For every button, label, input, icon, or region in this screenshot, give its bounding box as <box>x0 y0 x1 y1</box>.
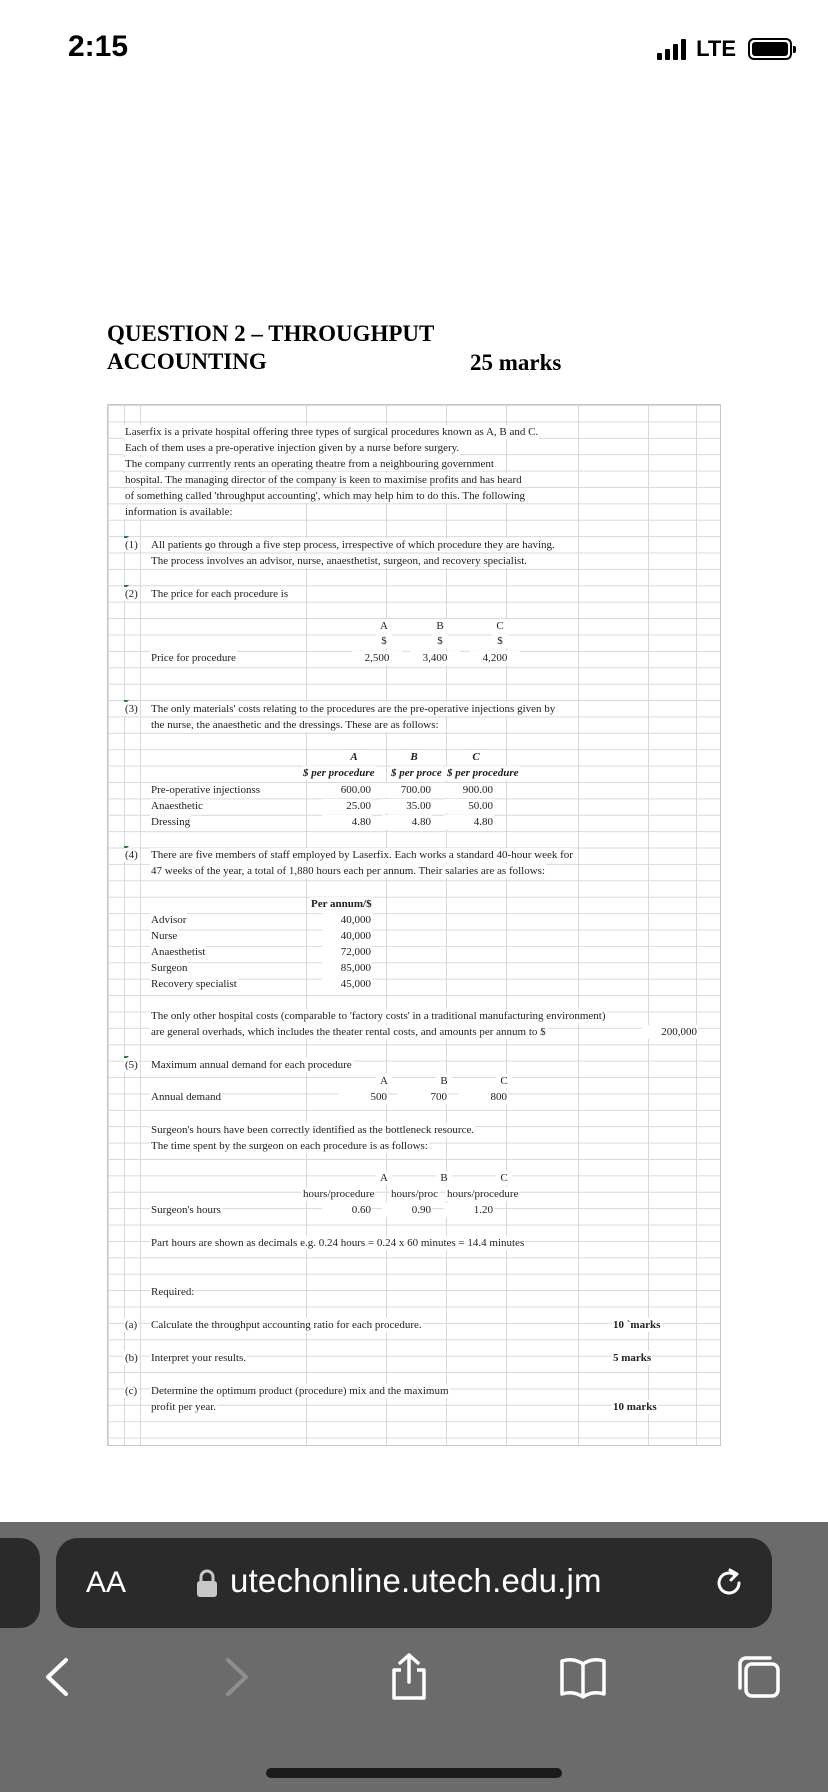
item-number: (2) <box>125 588 138 600</box>
share-icon[interactable] <box>384 1652 434 1702</box>
address-bar[interactable] <box>56 1538 772 1628</box>
item-text: All patients go through a five step process, irrespective of which procedure they are having. <box>151 539 555 551</box>
salary-value: 45,000 <box>322 977 372 991</box>
required-title: Required: <box>151 1286 195 1298</box>
bottleneck-text: The time spent by the surgeon on each procedure is as follows: <box>151 1140 428 1152</box>
row-label: Annual demand <box>151 1091 221 1103</box>
status-time: 2:15 <box>68 30 129 63</box>
intro-line: Laserfix is a private hospital offering three types of surgical procedures known as A, B and C. <box>125 426 539 438</box>
item-number: (5) <box>125 1059 138 1071</box>
demand-value: 800 <box>458 1090 508 1104</box>
item-text: There are five members of staff employed by Laserfix. Each works a standard 40-hour week for <box>151 849 573 861</box>
column-header-a: A <box>376 619 392 633</box>
item-number: (a) <box>125 1319 138 1331</box>
salary-value: 40,000 <box>322 929 372 943</box>
question-title-line2: ACCOUNTING <box>107 349 267 374</box>
salary-value: 40,000 <box>322 913 372 927</box>
cost-value: 900.00 <box>444 783 494 797</box>
item-number: (4) <box>125 849 138 861</box>
unit-header: $ per procedure <box>303 767 375 779</box>
row-label: Nurse <box>151 930 178 942</box>
question-title-line1: QUESTION 2 – THROUGHPUT <box>107 321 435 346</box>
hours-value: 0.90 <box>382 1203 432 1217</box>
currency-label: $ <box>432 634 448 648</box>
column-header-c: C <box>492 619 508 633</box>
cost-value: 4.80 <box>382 815 432 829</box>
total-marks: 25 marks <box>470 350 562 375</box>
battery-icon <box>748 38 792 60</box>
salary-value: 72,000 <box>322 945 372 959</box>
intro-line: Each of them uses a pre-operative injection given by a nurse before surgery. <box>125 442 460 454</box>
column-header-c: C <box>496 1171 512 1185</box>
previous-tab-preview[interactable] <box>0 1538 40 1628</box>
unit-header: $ per procedure <box>447 767 519 779</box>
signal-icon <box>657 38 686 60</box>
row-label: Surgeon's hours <box>151 1204 221 1216</box>
lock-icon <box>196 1568 218 1598</box>
item-text: The only materials' costs relating to the procedures are the pre-operative injections given by <box>151 703 556 715</box>
url-text[interactable]: utechonline.utech.edu.jm <box>230 1562 602 1599</box>
demand-value: 500 <box>338 1090 388 1104</box>
unit-header: hours/procedure <box>303 1188 375 1200</box>
row-label: Anaesthetist <box>151 946 206 958</box>
demand-value: 700 <box>398 1090 448 1104</box>
overhead-value: 200,000 <box>642 1025 698 1039</box>
question-spreadsheet <box>107 404 721 1446</box>
price-value: 2,500 <box>352 651 402 665</box>
row-label: Advisor <box>151 914 187 926</box>
back-icon[interactable] <box>34 1652 84 1702</box>
intro-line: information is available: <box>125 506 233 518</box>
currency-label: $ <box>492 634 508 648</box>
forward-icon[interactable] <box>210 1652 260 1702</box>
item-text: 47 weeks of the year, a total of 1,880 hours each per annum. Their salaries are as follows: <box>151 865 546 877</box>
cost-value: 4.80 <box>444 815 494 829</box>
item-number: (1) <box>125 539 138 551</box>
column-header-c: C <box>496 1074 512 1088</box>
required-text: Calculate the throughput accounting ratio for each procedure. <box>151 1319 422 1331</box>
column-header-a: A <box>346 750 362 764</box>
item-text: Maximum annual demand for each procedure <box>151 1059 352 1071</box>
bookmarks-icon[interactable] <box>558 1652 608 1702</box>
part-marks: 10 marks <box>613 1401 657 1413</box>
column-header-b: B <box>436 1074 452 1088</box>
column-header-c: C <box>468 750 484 764</box>
cost-value: 700.00 <box>382 783 432 797</box>
required-text: Interpret your results. <box>151 1352 246 1364</box>
column-header-b: B <box>406 750 422 764</box>
row-label: Anaesthetic <box>151 800 203 812</box>
item-number: (3) <box>125 703 138 715</box>
part-marks: 5 marks <box>613 1352 652 1364</box>
row-label: Dressing <box>151 816 191 828</box>
row-label: Price for procedure <box>151 652 236 664</box>
reload-icon[interactable] <box>712 1566 746 1600</box>
required-text: Determine the optimum product (procedure) mix and the maximum <box>151 1385 449 1397</box>
column-header-b: B <box>436 1171 452 1185</box>
required-text: profit per year. <box>151 1401 217 1413</box>
home-indicator[interactable] <box>266 1768 562 1778</box>
unit-header: hours/procedure <box>447 1188 519 1200</box>
network-type: LTE <box>696 36 736 61</box>
cost-value: 25.00 <box>322 799 372 813</box>
price-value: 3,400 <box>410 651 460 665</box>
column-header-a: A <box>376 1171 392 1185</box>
overhead-text: are general overhads, which includes the theater rental costs, and amounts per annum to $ <box>151 1026 546 1038</box>
decimal-note: Part hours are shown as decimals e.g. 0.24 hours = 0.24 x 60 minutes = 14.4 minutes <box>151 1237 525 1249</box>
part-marks: 10 `marks <box>613 1319 661 1331</box>
overhead-text: The only other hospital costs (comparable to 'factory costs' in a traditional manufacturing environment) <box>151 1010 606 1022</box>
question-title <box>107 320 434 376</box>
text-size-button[interactable]: AA <box>86 1566 127 1599</box>
salary-value: 85,000 <box>322 961 372 975</box>
item-number: (c) <box>125 1385 138 1397</box>
row-label: Recovery specialist <box>151 978 237 990</box>
row-label: Surgeon <box>151 962 188 974</box>
browser-toolbar <box>0 1522 828 1792</box>
item-text: The price for each procedure is <box>151 588 289 600</box>
hours-value: 0.60 <box>322 1203 372 1217</box>
cost-value: 600.00 <box>322 783 372 797</box>
unit-header: hours/proc <box>391 1188 439 1200</box>
status-indicators <box>657 36 792 62</box>
tabs-icon[interactable] <box>734 1652 784 1702</box>
item-text: The process involves an advisor, nurse, anaesthetist, surgeon, and recovery specialist. <box>151 555 527 567</box>
bottleneck-text: Surgeon's hours have been correctly identified as the bottleneck resource. <box>151 1124 475 1136</box>
hours-value: 1.20 <box>444 1203 494 1217</box>
cost-value: 50.00 <box>444 799 494 813</box>
intro-line: The company currrently rents an operating theatre from a neighbouring government <box>125 458 494 470</box>
unit-header: $ per proce <box>391 767 442 779</box>
currency-label: $ <box>376 634 392 648</box>
column-header-b: B <box>432 619 448 633</box>
salary-header: Per annum/$ <box>311 898 372 910</box>
intro-line: hospital. The managing director of the company is keen to maximise profits and has heard <box>125 474 522 486</box>
item-number: (b) <box>125 1352 138 1364</box>
cost-value: 4.80 <box>322 815 372 829</box>
cost-value: 35.00 <box>382 799 432 813</box>
item-text: the nurse, the anaesthetic and the dressings. These are as follows: <box>151 719 439 731</box>
price-value: 4,200 <box>470 651 520 665</box>
row-label: Pre-operative injectionss <box>151 784 261 796</box>
intro-line: of something called 'throughput accounting', which may help him to do this. The following <box>125 490 526 502</box>
column-header-a: A <box>376 1074 392 1088</box>
